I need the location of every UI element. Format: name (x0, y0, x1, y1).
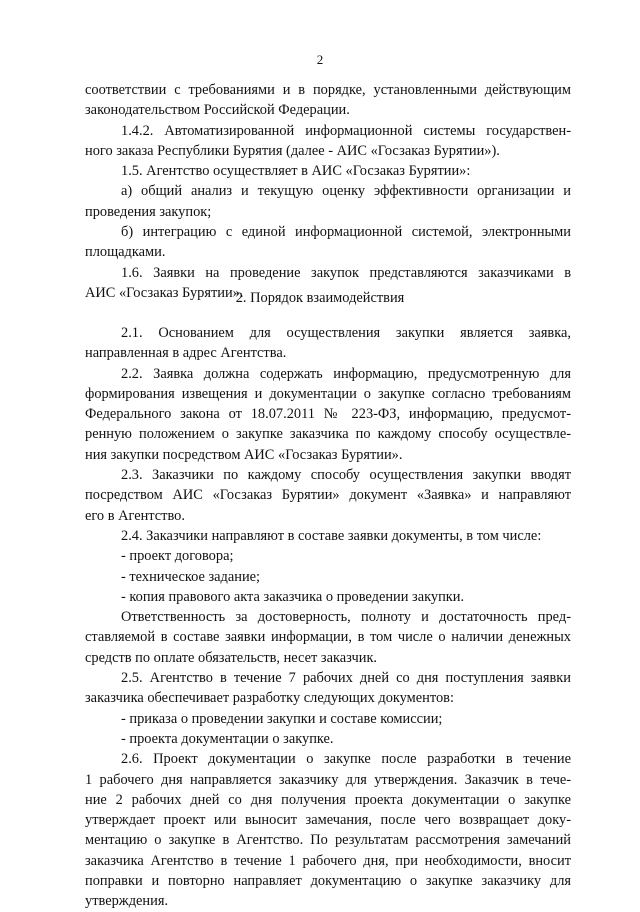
text-line: ставляемой в составе заявки информации, в том числе о наличии денежных (85, 629, 571, 646)
page-number: 2 (316, 52, 324, 67)
text-line: ного заказа Республики Бурятия (далее - АИС «Госзаказ Бурятии»). (85, 142, 500, 159)
text-line: поправки и повторно направляет документацию о закупке заказчику для (85, 873, 571, 890)
text-line: его в Агентство. (85, 507, 185, 524)
text-line: 2.4. Заказчики направляют в составе заявки документы, в том числе: (121, 527, 542, 544)
text-line: Федерального закона от 18.07.2011 № 223-ФЗ, информацию, предусмот- (85, 406, 571, 423)
text-line: 1.5. Агентство осуществляет в АИС «Госзаказ Бурятии»: (121, 163, 471, 180)
section-1-continuation (85, 80, 571, 303)
text-line: посредством АИС «Госзаказ Бурятии» документ «Заявка» и направляют (85, 487, 571, 504)
text-line: - копия правового акта заказчика о проведении закупки. (121, 588, 465, 605)
text-line: заказчика Агентство в течение 1 рабочего дня, при необходимости, вносит (85, 852, 571, 869)
text-line: законодательством Российской Федерации. (85, 102, 350, 119)
text-line: ренную положением о закупке заказчика по каждому способу осуществле- (85, 426, 571, 443)
text-line: 2.5. Агентство в течение 7 рабочих дней со дня поступления заявки (121, 670, 571, 687)
text-line: Ответственность за достоверность, полноту и достаточность пред- (121, 609, 571, 626)
text-line: средств по оплате обязательств, несет заказчик. (85, 649, 378, 666)
text-line: ментацию о закупке в Агентство. По результатам рассмотрения замечаний (85, 832, 571, 849)
text-line: формирования извещения и документации о закупке согласно требованиям (85, 385, 571, 402)
text-line: ние 2 рабочих дней со дня получения проекта документации о закупке (85, 791, 571, 808)
text-line: 1 рабочего дня направляется заказчику для утверждения. Заказчик в тече- (85, 771, 571, 788)
text-line: площадками. (85, 244, 166, 261)
text-line: проведения закупок; (85, 203, 212, 220)
text-line: АИС «Госзаказ Бурятии». (85, 284, 244, 301)
text-line: 2.2. Заявка должна содержать информацию, предусмотренную для (121, 365, 571, 382)
text-line: - техническое задание; (121, 568, 261, 585)
text-line: 2.1. Основанием для осуществления закупки является заявка, (121, 325, 571, 341)
text-line: - приказа о проведении закупки и составе комиссии; (121, 710, 443, 727)
text-line: а) общий анализ и текущую оценку эффективности организации и (121, 183, 571, 200)
text-line: - проекта документации о закупке. (121, 730, 334, 747)
text-line: - проект договора; (121, 548, 234, 565)
text-line: 2.3. Заказчики по каждому способу осуществления закупки вводят (121, 467, 571, 484)
text-line: направленная в адрес Агентства. (85, 345, 287, 362)
text-line: ния закупки посредством АИС «Госзаказ Бурятии». (85, 446, 403, 463)
text-line: утверждает проект или выносит замечания, после чего возвращает доку- (85, 812, 571, 829)
text-line: соответствии с требованиями и в порядке, установленными действующим (85, 82, 571, 98)
text-line: заказчика обеспечивает разработку следующих документов: (85, 690, 454, 707)
text-line: 1.6. Заявки на проведение закупок представляются заказчиками в (121, 264, 571, 281)
text-line: 1.4.2. Автоматизированной информационной системы государствен- (121, 122, 571, 139)
section-heading: 2. Порядок взаимодействия (235, 290, 405, 306)
text-line: б) интеграцию с единой информационной системой, электронными (121, 224, 571, 241)
section-2-body (85, 323, 571, 912)
text-line: 2.6. Проект документации о закупке после разработки в течение (121, 751, 571, 768)
text-line: утверждения. (85, 893, 169, 910)
